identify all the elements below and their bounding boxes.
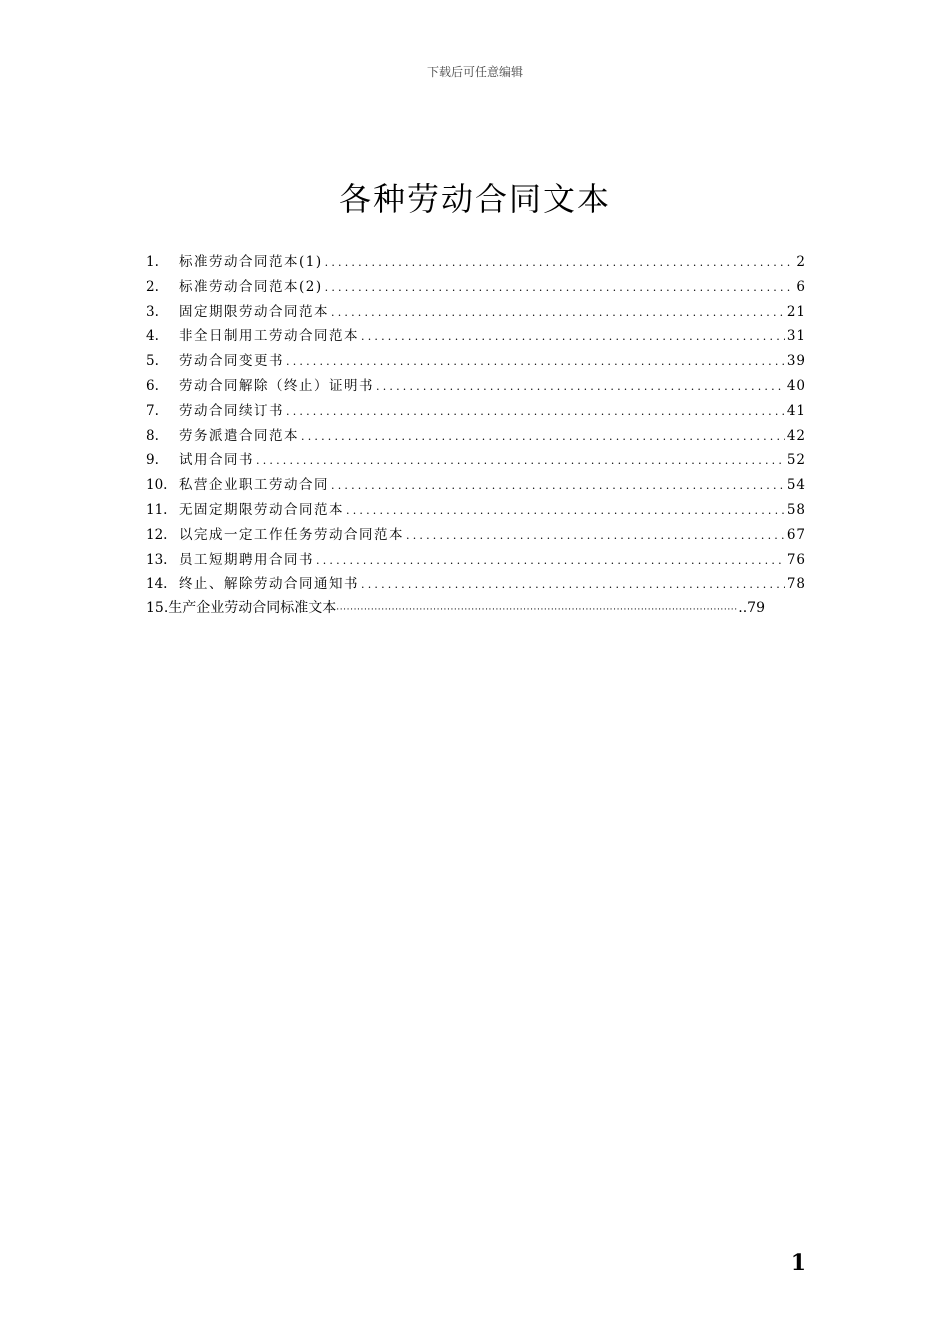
toc-leader-dots bbox=[336, 605, 738, 615]
toc-entry-title: 私营企业职工劳动合同 bbox=[179, 477, 329, 494]
toc-entry-title: 劳动合同变更书 bbox=[179, 353, 284, 370]
toc-entry-page: 2 bbox=[796, 254, 806, 270]
toc-leader-dots bbox=[346, 504, 785, 517]
toc-entry-page: 67 bbox=[786, 526, 806, 543]
toc-leader-dots bbox=[361, 578, 785, 591]
toc-leader-dots bbox=[376, 380, 785, 393]
toc-entry-3[interactable] bbox=[146, 300, 806, 325]
toc-entry-2[interactable] bbox=[146, 275, 806, 300]
toc-entry-number: 3. bbox=[146, 303, 159, 320]
toc-leader-dots bbox=[361, 330, 785, 343]
toc-leader-dots bbox=[331, 479, 785, 492]
table-of-contents bbox=[146, 250, 806, 622]
page-number: 1 bbox=[790, 1250, 806, 1276]
toc-entry-number: 1. bbox=[146, 254, 159, 270]
toc-entry-page: 41 bbox=[786, 402, 806, 419]
toc-entry-15[interactable] bbox=[146, 597, 806, 622]
toc-leader-dots bbox=[325, 281, 795, 294]
toc-entry-14[interactable] bbox=[146, 572, 806, 597]
toc-leader-dots bbox=[256, 454, 785, 467]
page-header: 下载后可任意编辑 bbox=[426, 65, 523, 79]
toc-entry-number: 12. bbox=[146, 526, 168, 543]
toc-entry-page: 21 bbox=[786, 303, 806, 320]
toc-entry-page: 39 bbox=[786, 353, 806, 370]
toc-entry-number: 9. bbox=[146, 452, 159, 469]
toc-entry-page: 52 bbox=[786, 452, 806, 469]
toc-entry-page: 40 bbox=[786, 377, 806, 394]
toc-entry-number: 2. bbox=[146, 278, 159, 295]
document-title: 各种劳动合同文本 bbox=[338, 180, 611, 218]
toc-entry-13[interactable] bbox=[146, 548, 806, 573]
toc-entry-number: 8. bbox=[146, 427, 159, 444]
toc-entry-page: ..79 bbox=[738, 600, 765, 617]
toc-entry-7[interactable] bbox=[146, 399, 806, 424]
toc-entry-title: 劳动合同解除（终止）证明书 bbox=[179, 377, 374, 394]
toc-leader-dots bbox=[301, 430, 785, 443]
toc-entry-page: 58 bbox=[786, 501, 806, 518]
toc-entry-12[interactable] bbox=[146, 523, 806, 548]
toc-entry-title: 员工短期聘用合同书 bbox=[179, 551, 314, 568]
toc-entry-page: 76 bbox=[786, 551, 806, 568]
toc-entry-title: 生产企业劳动合同标准文本 bbox=[168, 600, 337, 617]
toc-entry-title: 劳动合同续订书 bbox=[179, 402, 284, 419]
toc-entry-number: 15. bbox=[146, 600, 169, 617]
toc-entry-page: 54 bbox=[786, 477, 806, 494]
toc-entry-title: 标准劳动合同范本(1) bbox=[179, 254, 323, 270]
toc-entry-title: 标准劳动合同范本(2) bbox=[179, 278, 323, 295]
toc-entry-10[interactable] bbox=[146, 473, 806, 498]
toc-entry-number: 5. bbox=[146, 353, 159, 370]
toc-entry-number: 7. bbox=[146, 402, 159, 419]
toc-entry-number: 11. bbox=[146, 501, 168, 518]
toc-entry-title: 固定期限劳动合同范本 bbox=[179, 303, 329, 320]
toc-entry-number: 6. bbox=[146, 377, 159, 394]
toc-entry-number: 14. bbox=[146, 576, 168, 593]
toc-entry-11[interactable] bbox=[146, 498, 806, 523]
toc-entry-title: 无固定期限劳动合同范本 bbox=[179, 501, 344, 518]
toc-entry-8[interactable] bbox=[146, 424, 806, 449]
toc-entry-title: 非全日制用工劳动合同范本 bbox=[179, 328, 359, 345]
toc-entry-9[interactable] bbox=[146, 448, 806, 473]
toc-entry-page: 6 bbox=[796, 278, 806, 295]
toc-entry-4[interactable] bbox=[146, 324, 806, 349]
toc-entry-title: 试用合同书 bbox=[179, 452, 254, 469]
toc-entry-title: 终止、解除劳动合同通知书 bbox=[179, 576, 359, 593]
toc-leader-dots bbox=[286, 405, 785, 418]
toc-entry-6[interactable] bbox=[146, 374, 806, 399]
toc-entry-1[interactable] bbox=[146, 250, 806, 275]
toc-leader-dots bbox=[325, 256, 795, 269]
toc-entry-page: 78 bbox=[786, 576, 806, 593]
toc-leader-dots bbox=[331, 306, 785, 319]
toc-entry-number: 13. bbox=[146, 551, 168, 568]
toc-entry-title: 以完成一定工作任务劳动合同范本 bbox=[179, 526, 404, 543]
toc-leader-dots bbox=[316, 554, 785, 567]
toc-leader-dots bbox=[286, 355, 785, 368]
toc-entry-number: 4. bbox=[146, 328, 159, 345]
toc-entry-page: 31 bbox=[786, 328, 806, 345]
toc-entry-5[interactable] bbox=[146, 349, 806, 374]
toc-entry-number: 10. bbox=[146, 477, 168, 494]
toc-entry-page: 42 bbox=[786, 427, 806, 444]
toc-entry-title: 劳务派遣合同范本 bbox=[179, 427, 299, 444]
toc-leader-dots bbox=[406, 529, 785, 542]
